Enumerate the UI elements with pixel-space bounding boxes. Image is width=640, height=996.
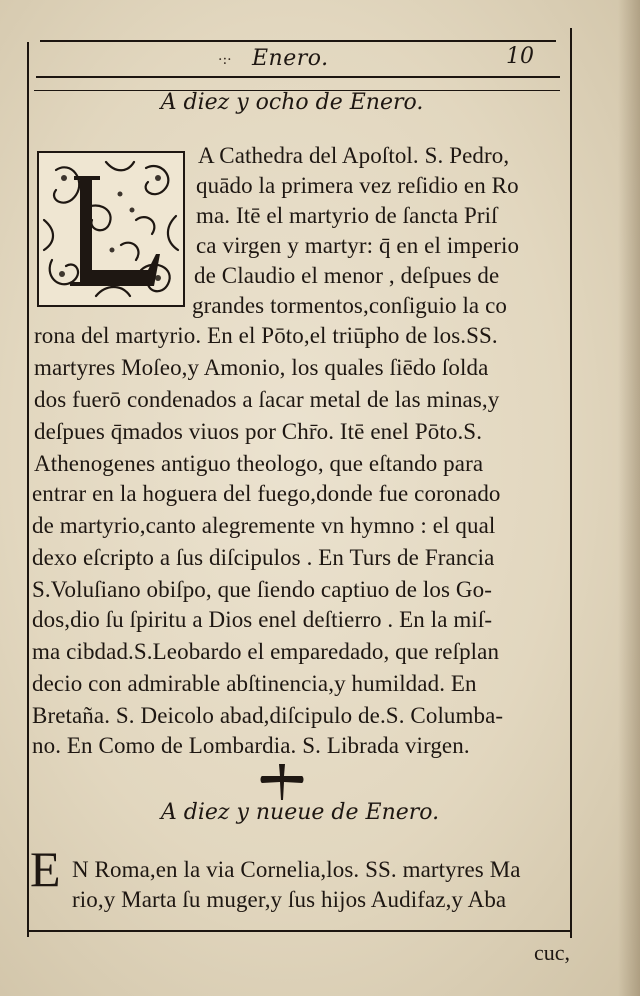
text-line: S.Voluſiano obiſpo, que ſiendo captiuo de los Go-	[32, 577, 492, 602]
text-line: quādo la primera vez reſidio en Ro	[196, 173, 519, 198]
text-line: Athenogenes antiguo theologo, que eſtando para	[34, 451, 484, 476]
section-heading-19: A diez y nueue de Enero.	[160, 800, 440, 825]
section-heading-18: A diez y ocho de Enero.	[160, 90, 424, 115]
catchword: cuc,	[534, 940, 571, 965]
text-line: dos,dio ſu ſpiritu a Dios enel deſtierro . En la miſ-	[32, 607, 493, 632]
text-line: N Roma,en la via Cornelia,los. SS. martyres Ma	[72, 857, 521, 882]
text-line: dexo eſcripto a ſus diſcipulos . En Turs de Francia	[32, 545, 495, 570]
text-line: entrar en la hoguera del fuego,donde fue coronado	[32, 481, 501, 506]
page-edge-shadow	[618, 0, 640, 996]
footer-rule	[28, 930, 570, 932]
text-line: ma. Itē el martyrio de ſancta Priſ	[196, 203, 498, 228]
text-line: martyres Moſeo,y Amonio, los quales ſiēdo ſolda	[34, 355, 489, 380]
cross-fleuron-icon	[258, 762, 306, 802]
text-line: A Cathedra del Apoſtol. S. Pedro,	[198, 143, 510, 168]
text-line: de Claudio el menor , deſpues de	[194, 263, 500, 288]
text-line: rona del martyrio. En el Pōto,el triūpho de los.SS.	[34, 323, 498, 348]
running-head: Enero.	[252, 46, 329, 71]
text-line: dos fuerō condenados a ſacar metal de las minas,y	[34, 387, 500, 412]
text-line: rio,y Marta ſu muger,y ſus hijos Audifaz,y Aba	[72, 887, 507, 912]
text-line: ma cibdad.S.Leobardo el emparedado, que reſplan	[32, 639, 500, 664]
text-line: no. En Como de Lombardia. S. Librada virgen.	[32, 733, 470, 758]
header-ornament-marks: ·:·	[218, 52, 232, 68]
text-line: ca virgen y martyr: q̄ en el imperio	[196, 233, 520, 258]
header-top-rule	[40, 40, 556, 42]
text-line: Bretaña. S. Deicolo abad,diſcipulo de.S. Columba-	[32, 703, 504, 728]
text-line: grandes tormentos,conſiguio la co	[192, 293, 508, 318]
dropcap-e: E	[30, 841, 61, 897]
text-line: deſpues q̄mados viuos por Chr̄o. Itē enel Pōto.S.	[34, 419, 483, 444]
header-bottom-rule	[36, 76, 560, 78]
decorated-dropcap-l-icon	[36, 150, 186, 308]
text-line: de martyrio,canto alegremente vn hymno : el qual	[32, 513, 496, 538]
page-number: 10	[506, 44, 534, 69]
text-line: decio con admirable abſtinencia,y humildad. En	[32, 671, 477, 696]
